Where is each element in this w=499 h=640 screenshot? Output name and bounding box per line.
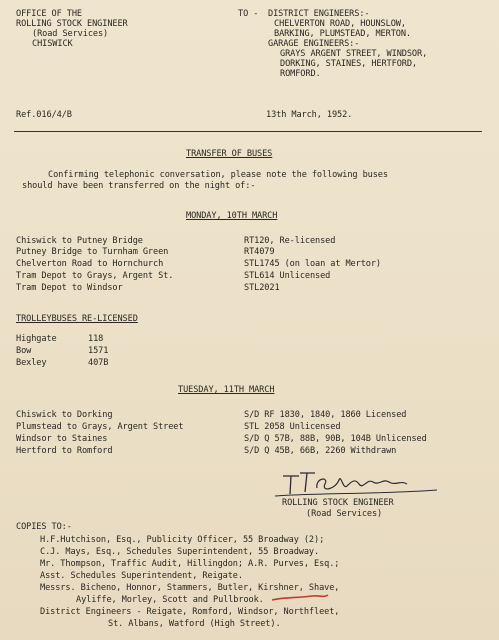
tuesday-route-3: Hertford to Romford bbox=[16, 446, 113, 456]
monday-heading: MONDAY, 10TH MARCH bbox=[186, 211, 278, 221]
monday-route-4: Tram Depot to Windsor bbox=[16, 283, 123, 293]
handwritten-signature bbox=[255, 470, 445, 498]
to-district-5: DORKING, STAINES, HERTFORD, bbox=[280, 59, 417, 69]
monday-detail-3: STL614 Unlicensed bbox=[244, 271, 331, 281]
copies-line-6: District Engineers - Reigate, Romford, Windsor, Northfleet, bbox=[40, 607, 340, 617]
monday-detail-0: RT120, Re-licensed bbox=[244, 236, 336, 246]
trolley-num-0: 118 bbox=[88, 334, 104, 344]
to-district-0: DISTRICT ENGINEERS:- bbox=[268, 9, 370, 19]
memo-date: 13th March, 1952. bbox=[266, 110, 353, 120]
tuesday-heading: TUESDAY, 11TH MARCH bbox=[178, 385, 275, 395]
trolley-num-2: 407B bbox=[88, 358, 109, 368]
trolley-place-2: Bexley bbox=[16, 358, 47, 368]
to-district-6: ROMFORD. bbox=[280, 69, 321, 79]
to-label: TO - bbox=[238, 9, 259, 19]
monday-route-3: Tram Depot to Grays, Argent St. bbox=[16, 271, 174, 281]
trolley-heading: TROLLEYBUSES RE-LICENSED bbox=[16, 314, 138, 324]
tuesday-route-2: Windsor to Staines bbox=[16, 434, 108, 444]
from-line-1: OFFICE OF THE bbox=[16, 9, 82, 19]
copies-line-3: Asst. Schedules Superintendent, Reigate. bbox=[40, 571, 243, 581]
signature-sub: (Road Services) bbox=[306, 509, 383, 519]
signature-title: ROLLING STOCK ENGINEER bbox=[282, 498, 394, 508]
reference: Ref.016/4/B bbox=[16, 110, 72, 120]
trolley-place-0: Highgate bbox=[16, 334, 57, 344]
to-district-3: GARAGE ENGINEERS:- bbox=[268, 39, 360, 49]
page-title: TRANSFER OF BUSES bbox=[186, 149, 273, 159]
tuesday-detail-3: S/D Q 45B, 66B, 2260 Withdrawn bbox=[244, 446, 397, 456]
monday-route-0: Chiswick to Putney Bridge bbox=[16, 236, 143, 246]
monday-route-2: Chelverton Road to Hornchurch bbox=[16, 259, 164, 269]
monday-detail-4: STL2021 bbox=[244, 283, 280, 293]
tuesday-detail-2: S/D Q 57B, 88B, 90B, 104B Unlicensed bbox=[244, 434, 427, 444]
copies-line-7: St. Albans, Watford (High Street). bbox=[108, 619, 281, 629]
copies-line-0: H.F.Hutchison, Esq., Publicity Officer, 55 Broadway (2); bbox=[40, 535, 325, 545]
tuesday-detail-1: STL 2058 Unlicensed bbox=[244, 422, 341, 432]
copies-line-5: Ayliffe, Morley, Scott and Pullbrook. bbox=[76, 595, 264, 605]
trolley-place-1: Bow bbox=[16, 346, 32, 356]
to-district-2: BARKING, PLUMSTEAD, MERTON. bbox=[274, 29, 411, 39]
header-divider bbox=[14, 131, 482, 132]
tuesday-route-1: Plumstead to Grays, Argent Street bbox=[16, 422, 184, 432]
copies-line-2: Mr. Thompson, Traffic Audit, Hillingdon; A.R. Purves, Esq.; bbox=[40, 559, 340, 569]
red-pen-underline bbox=[270, 592, 330, 604]
trolley-num-1: 1571 bbox=[88, 346, 109, 356]
to-district-1: CHELVERTON ROAD, HOUNSLOW, bbox=[274, 19, 406, 29]
monday-route-1: Putney Bridge to Turnham Green bbox=[16, 247, 169, 257]
from-line-2: ROLLING STOCK ENGINEER bbox=[16, 19, 128, 29]
from-line-3: (Road Services) bbox=[32, 29, 109, 39]
tuesday-route-0: Chiswick to Dorking bbox=[16, 410, 113, 420]
intro-line-2: should have been transferred on the night of:- bbox=[22, 181, 256, 191]
tuesday-detail-0: S/D RF 1830, 1840, 1860 Licensed bbox=[244, 410, 407, 420]
monday-detail-1: RT4079 bbox=[244, 247, 275, 257]
monday-detail-2: STL1745 (on loan at Mertor) bbox=[244, 259, 381, 269]
intro-line-1: Confirming telephonic conversation, please note the following buses bbox=[48, 170, 388, 180]
copies-line-1: C.J. Mays, Esq., Schedules Superintendent, 55 Broadway. bbox=[40, 547, 320, 557]
copies-line-4: Messrs. Bicheno, Honnor, Stammers, Butler, Kirshner, Shave, bbox=[40, 583, 340, 593]
from-line-4: CHISWICK bbox=[32, 39, 73, 49]
to-district-4: GRAYS ARGENT STREET, WINDSOR, bbox=[280, 49, 428, 59]
copies-label: COPIES TO:- bbox=[16, 522, 72, 532]
